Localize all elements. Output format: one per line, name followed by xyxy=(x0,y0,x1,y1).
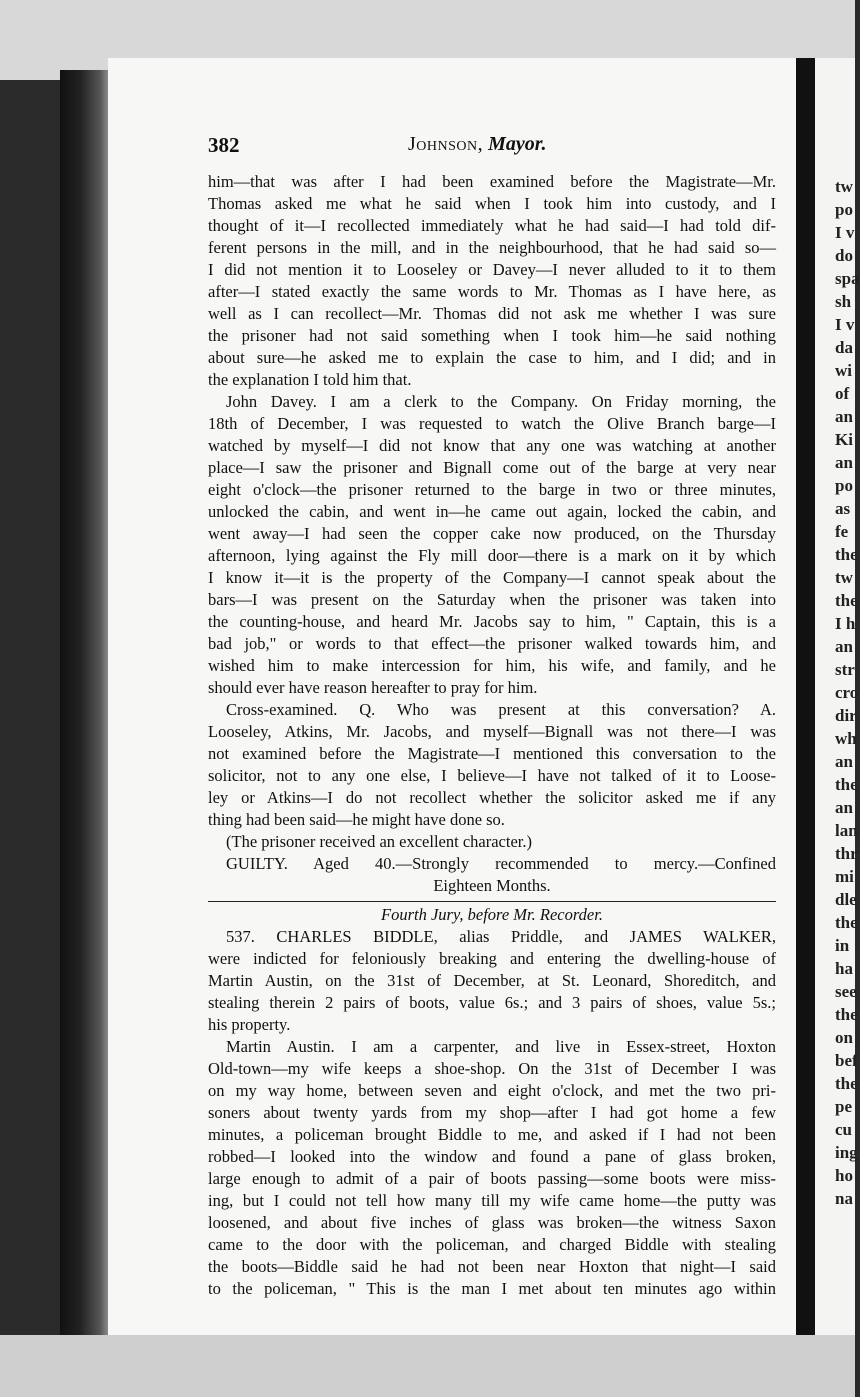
text-line: eight o'clock—the prisoner returned to the barge in two or three minutes, xyxy=(208,480,776,499)
text-line: the counting-house, and heard Mr. Jacobs say to him, " Captain, this is a xyxy=(208,612,776,631)
text-line: the explanation I told him that. xyxy=(208,370,412,389)
text-line: 537. CHARLES BIDDLE, alias Priddle, and JAMES WALKER, xyxy=(226,927,776,946)
text-line: thing had been said—he might have done so. xyxy=(208,810,505,829)
facing-page-fragment: do xyxy=(835,246,853,265)
section-divider xyxy=(208,901,776,902)
text-line: his property. xyxy=(208,1015,291,1034)
facing-page-fragment: ho xyxy=(835,1166,853,1185)
text-line: robbed—I looked into the window and found a pane of glass broken, xyxy=(208,1147,776,1166)
text-line: place—I saw the prisoner and Bignall come out of the barge at very near xyxy=(208,458,776,477)
facing-page-fragment: thr xyxy=(835,844,858,863)
text-line: minutes, a policeman brought Biddle to me, and asked if I had not been xyxy=(208,1125,776,1144)
facing-page-fragment: dir xyxy=(835,706,857,725)
facing-page-fragment: sh xyxy=(835,292,852,311)
facing-page-fragment: po xyxy=(835,200,853,219)
text-line: went away—I had seen the copper cake now produced, on the Thursday xyxy=(208,524,776,543)
facing-page-fragment: ha xyxy=(835,959,853,978)
text-line: well as I can recollect—Mr. Thomas did not ask me whether I was sure xyxy=(208,304,776,323)
text-line: watched by myself—I did not know that any one was watching at another xyxy=(208,436,776,455)
facing-page-fragment: wi xyxy=(835,361,852,380)
facing-page-fragment: tw xyxy=(835,568,853,587)
text-line: were indicted for feloniously breaking and entering the dwelling-house of xyxy=(208,949,776,968)
facing-page-fragment: as xyxy=(835,499,851,518)
page-body xyxy=(208,171,776,1300)
facing-page-fragment: mi xyxy=(835,867,854,886)
facing-page-fragment: the xyxy=(835,1005,858,1024)
text-line: ferent persons in the mill, and in the neighbourhood, that he had said so— xyxy=(208,238,776,257)
text-line: him—that was after I had been examined before the Magistrate—Mr. xyxy=(208,172,776,191)
facing-page-fragment: spa xyxy=(835,269,860,288)
text-line: Looseley, Atkins, Mr. Jacobs, and myself—Bignall was not there—I was xyxy=(208,722,776,741)
text-line: soners about twenty yards from my shop—after I had got home a few xyxy=(208,1103,776,1122)
text-line: Old-town—my wife keeps a shoe-shop. On the 31st of December I was xyxy=(208,1059,776,1078)
text-line: unlocked the cabin, and went in—he came out again, locked the cabin, and xyxy=(208,502,776,521)
book-spine xyxy=(60,70,110,1350)
text-line: Martin Austin. I am a carpenter, and live in Essex-street, Hoxton xyxy=(226,1037,776,1056)
text-line: wished him to make intercession for him, his wife, and family, and he xyxy=(208,656,776,675)
verdict-line: GUILTY. Aged 40.—Strongly recommended to mercy.—Confined xyxy=(226,854,776,873)
running-head-title: Mayor. xyxy=(488,133,547,155)
facing-page-fragment: an xyxy=(835,637,853,656)
text-line: about sure—he asked me to explain the case to him, and I did; and in xyxy=(208,348,776,367)
facing-page-fragment: cu xyxy=(835,1120,852,1139)
page-gutter xyxy=(796,58,815,1338)
facing-page-fragment: the xyxy=(835,1074,858,1093)
text-line: afternoon, lying against the Fly mill door—there is a mark on it by which xyxy=(208,546,776,565)
facing-page-fragment: dle xyxy=(835,890,857,909)
text-line: I did not mention it to Looseley or Davey—I never alluded to it to them xyxy=(208,260,776,279)
text-line: not examined before the Magistrate—I mentioned this conversation to the xyxy=(208,744,776,763)
facing-page-fragment: cro xyxy=(835,683,859,702)
text-line: John Davey. I am a clerk to the Company. On Friday morning, the xyxy=(226,392,776,411)
text-line: large enough to admit of a pair of boots passing—some boots were miss- xyxy=(208,1169,776,1188)
facing-page-fragment: I v xyxy=(835,315,855,334)
text-line: thought of it—I recollected immediately what he had said—I had told dif- xyxy=(208,216,776,235)
text-line: ing, but I could not tell how many till my wife came home—the putty was xyxy=(208,1191,776,1210)
scan-background-bottom xyxy=(0,1335,855,1397)
text-line: Cross-examined. Q. Who was present at this conversation? A. xyxy=(226,700,776,719)
facing-page-fragment: Ki xyxy=(835,430,853,449)
facing-page-fragment: the xyxy=(835,775,858,794)
text-line: bad job," or words to that effect—the prisoner walked towards him, and xyxy=(208,634,776,653)
running-head xyxy=(408,133,546,156)
facing-page-edge xyxy=(815,58,860,1338)
text-line: bars—I was present on the Saturday when the prisoner was taken into xyxy=(208,590,776,609)
text-line: on my way home, between seven and eight o'clock, and met the two pri- xyxy=(208,1081,776,1100)
page-header xyxy=(208,133,768,163)
facing-page-fragment: ing xyxy=(835,1143,858,1162)
facing-page-fragment: pe xyxy=(835,1097,852,1116)
text-line: should ever have reason hereafter to pray for him. xyxy=(208,678,538,697)
text-line: to the policeman, " This is the man I met about ten minutes ago within xyxy=(208,1279,776,1298)
running-head-name: Johnson, xyxy=(408,133,484,155)
facing-page-fragment: I h xyxy=(835,614,856,633)
facing-page-fragment: fe xyxy=(835,522,849,541)
facing-page-fragment: lan xyxy=(835,821,858,840)
facing-page-fragment: of xyxy=(835,384,850,403)
facing-page-fragment: wh xyxy=(835,729,857,748)
text-line: ley or Atkins—I do not recollect whether the solicitor asked me if any xyxy=(208,788,776,807)
facing-page-fragment: see xyxy=(835,982,857,1001)
text-line: Thomas asked me what he said when I took him into custody, and I xyxy=(208,194,776,213)
facing-page-fragment: I v xyxy=(835,223,855,242)
facing-page-fragment: da xyxy=(835,338,853,357)
facing-page-fragment: na xyxy=(835,1189,853,1208)
facing-page-fragment: str xyxy=(835,660,855,679)
text-line: loosened, and about five inches of glass was broken—the witness Saxon xyxy=(208,1213,776,1232)
facing-page-fragment: bef xyxy=(835,1051,858,1070)
facing-page-fragment: an xyxy=(835,453,853,472)
text-line: came to the door with the policeman, and charged Biddle with stealing xyxy=(208,1235,776,1254)
facing-page-fragment: on xyxy=(835,1028,853,1047)
text-line: 18th of December, I was requested to watch the Olive Branch barge—I xyxy=(208,414,776,433)
facing-page-fragment: in xyxy=(835,936,850,955)
section-heading: Fourth Jury, before Mr. Recorder. xyxy=(381,905,603,924)
text-line: the boots—Biddle said he had not been near Hoxton that night—I said xyxy=(208,1257,776,1276)
facing-page-fragment: an xyxy=(835,407,853,426)
facing-page-fragment: po xyxy=(835,476,853,495)
text-line: Martin Austin, on the 31st of December, at St. Leonard, Shoreditch, and xyxy=(208,971,776,990)
text-line: solicitor, not to any one else, I believe—I have not talked of it to Loose- xyxy=(208,766,776,785)
verdict-line: Eighteen Months. xyxy=(433,876,551,895)
facing-page-fragment: an xyxy=(835,752,853,771)
facing-page-fragment: tw xyxy=(835,177,853,196)
text-line: (The prisoner received an excellent character.) xyxy=(226,832,532,851)
text-line: after—I stated exactly the same words to Mr. Thomas as I have here, as xyxy=(208,282,776,301)
facing-page-fragment: the xyxy=(835,591,858,610)
facing-page-fragment: the xyxy=(835,913,858,932)
text-line: I know it—it is the property of the Company—I cannot speak about the xyxy=(208,568,776,587)
facing-page-fragment: the xyxy=(835,545,858,564)
text-line: the prisoner had not said something when I took him—he said nothing xyxy=(208,326,776,345)
facing-page-fragment: an xyxy=(835,798,853,817)
book-page xyxy=(108,58,796,1338)
text-line: stealing therein 2 pairs of boots, value 6s.; and 3 pairs of shoes, value 5s.; xyxy=(208,993,776,1012)
page-number: 382 xyxy=(208,133,240,157)
